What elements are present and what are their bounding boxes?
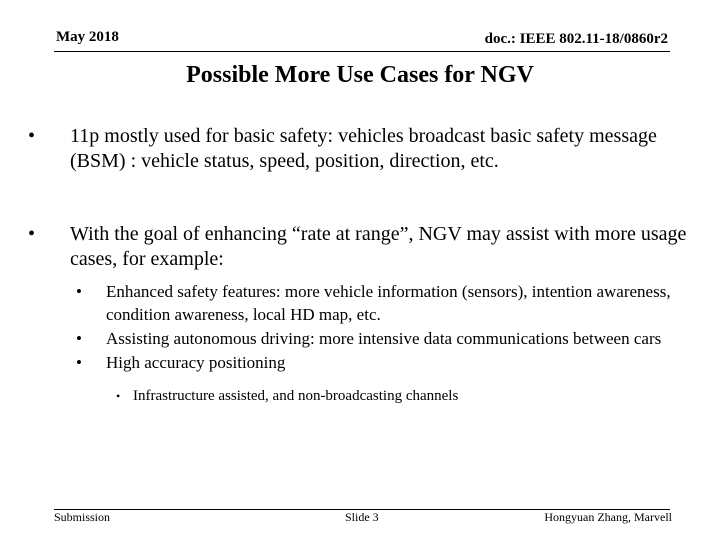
- sub-bullet-list: [28, 280, 700, 406]
- slide-title: Possible More Use Cases for NGV: [186, 62, 534, 88]
- bullet-basic-safety: [28, 124, 700, 174]
- bullet-text: With the goal of enhancing “rate at range”, NGV may assist with more usage cases, for example:: [70, 223, 687, 270]
- sub-bullet-positioning: [28, 351, 700, 374]
- footer-submission: Submission: [54, 510, 111, 524]
- bullet-dot: •: [76, 282, 82, 301]
- bullet-dot: •: [28, 223, 36, 245]
- footer-slide-number: Slide 3: [345, 510, 379, 524]
- bullet-dot: •: [28, 125, 36, 147]
- sub-bullet-text: Enhanced safety features: more vehicle information (sensors), intention awareness, condition awareness, local HD map, etc.: [106, 282, 671, 324]
- slide-body: [28, 124, 700, 406]
- bullet-dot: •: [76, 353, 82, 372]
- sub-bullet-autonomous-driving: [28, 327, 700, 350]
- sub-bullet-text: Assisting autonomous driving: more intensive data communications between cars: [106, 329, 662, 348]
- bullet-dot: •: [76, 329, 82, 348]
- sub-bullet-text: High accuracy positioning: [106, 353, 286, 372]
- header-date: May 2018: [56, 29, 119, 45]
- sub-sub-bullet-infrastructure: [28, 386, 700, 406]
- bullet-dot: •: [116, 389, 121, 403]
- header-rule: [54, 51, 670, 52]
- sub-sub-bullet-text: Infrastructure assisted, and non-broadcasting channels: [133, 388, 459, 404]
- footer-author: Hongyuan Zhang, Marvell: [544, 510, 672, 524]
- header-doc-id: doc.: IEEE 802.11-18/0860r2: [484, 31, 668, 47]
- bullet-text: 11p mostly used for basic safety: vehicles broadcast basic safety message (BSM) : vehicle status, speed, position, direction, etc.: [70, 125, 657, 172]
- bullet-rate-at-range: [28, 222, 700, 272]
- sub-bullet-enhanced-safety: [28, 280, 700, 326]
